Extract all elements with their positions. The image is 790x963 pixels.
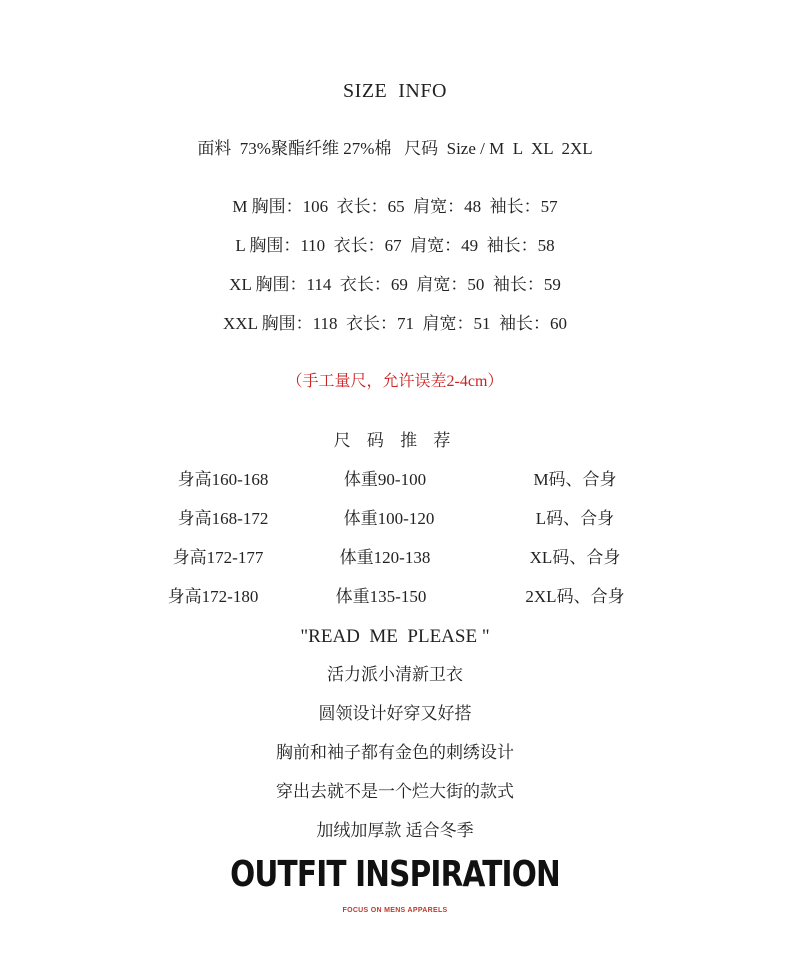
fabric-size-line: 面料 73%聚酯纤维 27%棉 尺码 Size / M L XL 2XL (197, 139, 593, 158)
recommend-height: 身高172-180 (167, 587, 259, 606)
description-line: 圆领设计好穿又好搭 (318, 704, 472, 723)
recommend-height: 身高172-177 (172, 548, 264, 567)
recommend-size: M码、合身 (533, 470, 617, 489)
tolerance-note: （手工量尺，允许误差2-4cm） (286, 373, 504, 390)
description-line: 活力派小清新卫衣 (327, 665, 463, 684)
measurement-row-xl: XL 胸围：114 衣长：69 肩宽：50 袖长：59 (229, 275, 561, 294)
recommend-weight: 体重120-138 (339, 548, 431, 567)
measurement-row-m: M 胸围：106 衣长：65 肩宽：48 袖长：57 (232, 197, 558, 216)
size-info-title: SIZE INFO (343, 80, 447, 102)
recommend-weight: 体重100-120 (343, 509, 435, 528)
description-line: 胸前和袖子都有金色的刺绣设计 (276, 743, 514, 762)
recommend-size: 2XL码、合身 (525, 587, 625, 606)
brand-logo-text: OUTFIT INSPIRATION (230, 854, 560, 895)
measurement-row-xxl: XXL 胸围：118 衣长：71 肩宽：51 袖长：60 (223, 314, 567, 333)
recommend-size: XL码、合身 (529, 548, 621, 567)
recommend-height: 身高160-168 (177, 470, 269, 489)
description-line: 穿出去就不是一个烂大街的款式 (276, 782, 514, 801)
recommend-weight: 体重90-100 (343, 470, 427, 489)
brand-tagline: FOCUS ON MENS APPARELS (342, 907, 448, 914)
size-recommend-title: 尺 码 推 荐 (333, 431, 457, 450)
recommend-height: 身高168-172 (177, 509, 269, 528)
description-line: 加绒加厚款 适合冬季 (316, 821, 474, 840)
measurement-row-l: L 胸围：110 衣长：67 肩宽：49 袖长：58 (235, 236, 555, 255)
read-me-title: "READ ME PLEASE " (300, 626, 490, 647)
recommend-size: L码、合身 (535, 509, 615, 528)
recommend-weight: 体重135-150 (335, 587, 427, 606)
